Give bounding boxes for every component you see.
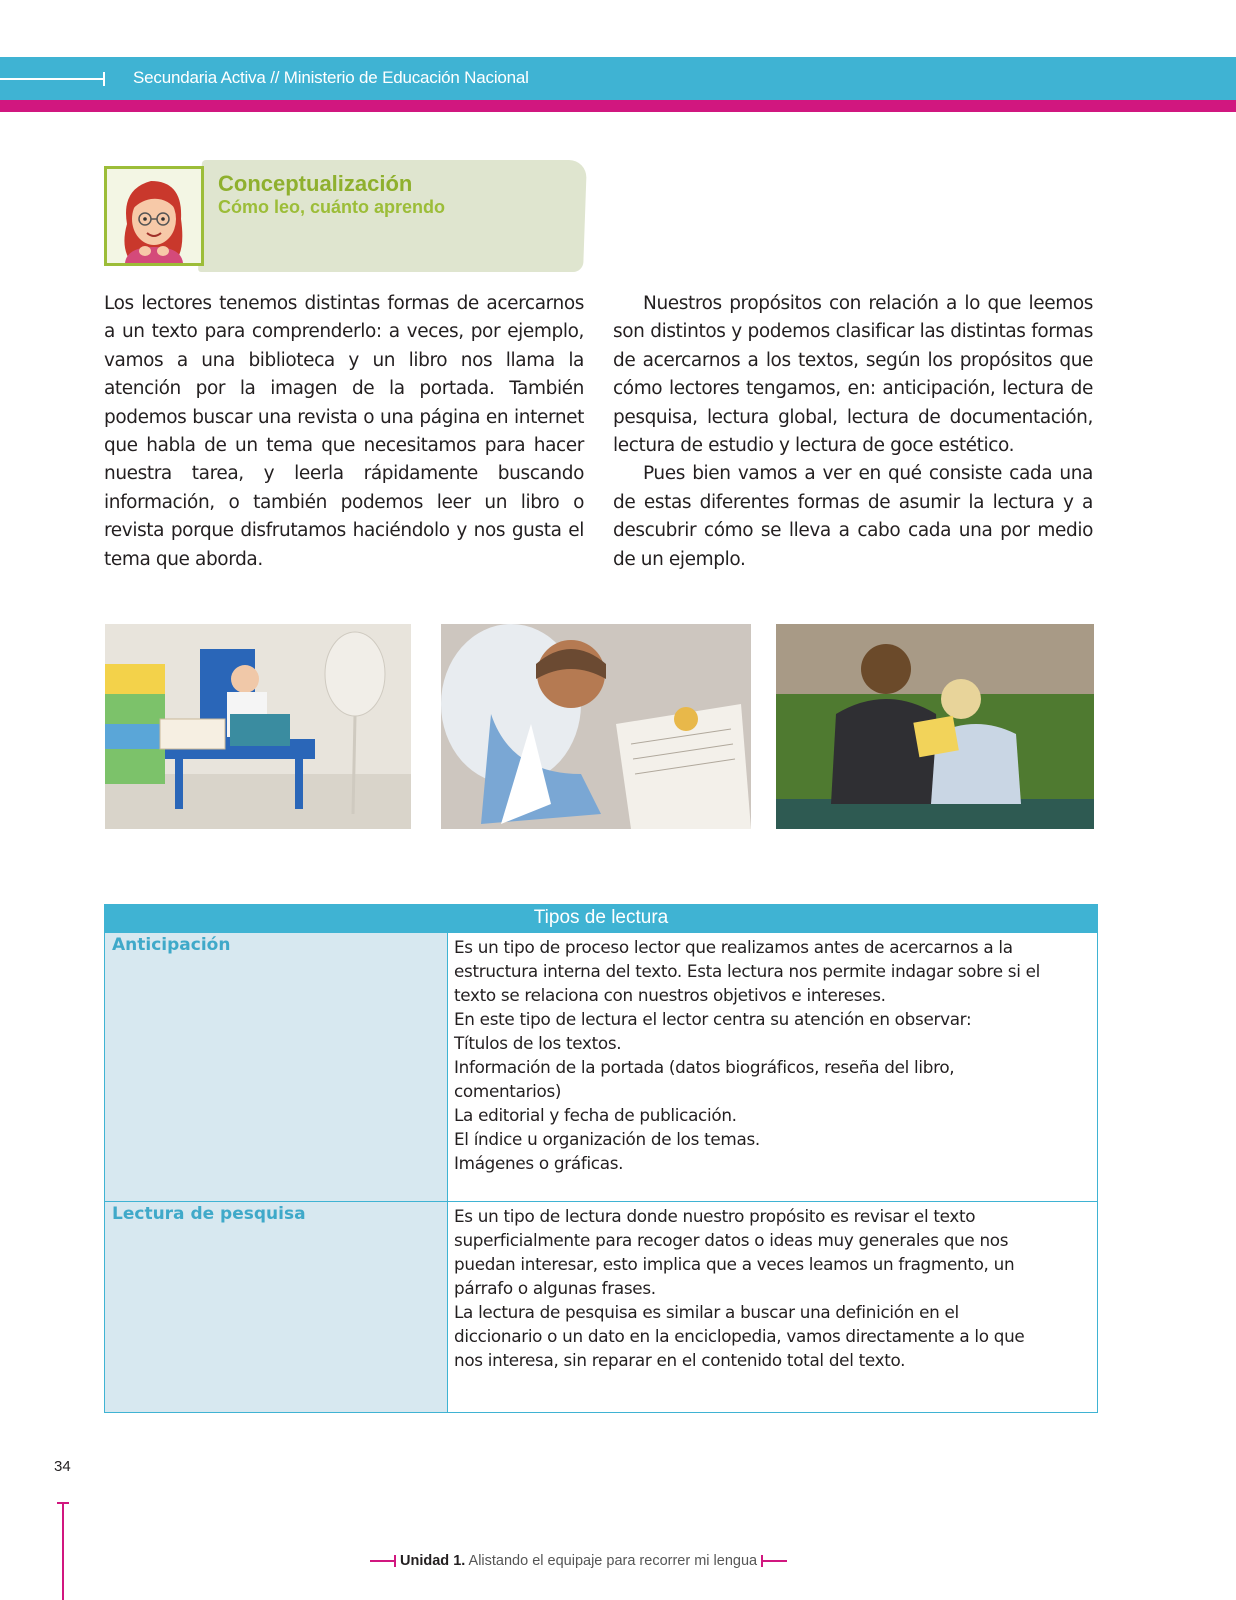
description-line: La lectura de pesquisa es similar a buscar una definición en el	[454, 1302, 959, 1322]
table-term-cell	[105, 1202, 448, 1412]
description-line: Títulos de los textos.	[454, 1033, 622, 1053]
photo-boy-reading-at-desk	[105, 624, 411, 829]
description-line: El índice u organización de los temas.	[454, 1129, 760, 1149]
description-line: párrafo o algunas frases.	[454, 1278, 656, 1298]
photo-boy-reading-on-floor	[441, 624, 751, 829]
description-line: La editorial y fecha de publicación.	[454, 1105, 737, 1125]
description-line: comentarios)	[454, 1081, 562, 1101]
paragraph: Nuestros propósitos con relación a lo que leemos son distintos y podemos clasificar las distintas formas de acercarnos a los textos, según los propósitos que cómo lectores tengamos, en: anticipación, lectura de pesquisa, lectura global, lectura de documentación, lectura de estudio y lectura de goce estético.	[613, 293, 1093, 457]
paragraph: Pues bien vamos a ver en qué consiste cada una de estas diferentes formas de asumir la lectura y a descubrir cómo se lleva a cabo cada una por medio de un ejemplo.	[613, 463, 1093, 570]
section-subtitle: Cómo leo, cuánto aprendo	[218, 197, 446, 217]
paragraph: Los lectores tenemos distintas formas de acercarnos a un texto para comprenderlo: a veces, por ejemplo, vamos a una biblioteca y un libro nos llama la atención por la imagen de la portada. También podemos buscar una revista o una página en internet que habla de un tema que necesitamos para hacer nuestra tarea, y leerla rápidamente buscando información, o también podemos leer un libro o revista porque disfrutamos haciéndolo y nos gusta el tema que aborda.	[104, 293, 584, 570]
table-row	[104, 1202, 1098, 1413]
footer-unit: Unidad 1.	[400, 1553, 466, 1569]
description-line: Imágenes o gráficas.	[454, 1153, 624, 1173]
description-line: texto se relaciona con nuestros objetivos e intereses.	[454, 985, 886, 1005]
footer-rule-left	[370, 1560, 396, 1562]
footer	[370, 1553, 787, 1569]
table-description	[454, 935, 1084, 1175]
description-line: estructura interna del texto. Esta lectura nos permite indagar sobre si el	[454, 961, 1041, 981]
section-title: Conceptualización	[218, 171, 413, 196]
header-title: Secundaria Activa // Ministerio de Educación Nacional	[133, 68, 529, 87]
description-line: Es un tipo de proceso lector que realizamos antes de acercarnos a la	[454, 937, 1013, 957]
footer-title: Alistando el equipaje para recorrer mi lengua	[468, 1553, 758, 1569]
description-line: Información de la portada (datos biográficos, reseña del libro,	[454, 1057, 955, 1077]
description-line: Es un tipo de lectura donde nuestro propósito es revisar el texto	[454, 1206, 976, 1226]
right-column	[613, 290, 1093, 574]
photo-mother-and-child-reading	[776, 624, 1094, 829]
description-line: En este tipo de lectura el lector centra su atención en observar:	[454, 1009, 972, 1029]
footer-rule-right	[761, 1560, 787, 1562]
left-column	[104, 290, 584, 574]
header-rule	[0, 78, 104, 80]
table-term: Anticipación	[112, 935, 231, 955]
side-rule	[62, 1502, 64, 1600]
teacher-avatar	[104, 166, 204, 266]
description-line: puedan interesar, esto implica que a veces leamos un fragmento, un	[454, 1254, 1015, 1274]
description-line: diccionario o un dato en la enciclopedia, vamos directamente a lo que	[454, 1326, 1025, 1346]
table-term-cell	[105, 933, 448, 1201]
page-number: 34	[54, 1458, 71, 1475]
description-line: superficialmente para recoger datos o ideas muy generales que nos	[454, 1230, 1009, 1250]
table-term: Lectura de pesquisa	[112, 1204, 306, 1224]
description-line: nos interesa, sin reparar en el contenido total del texto.	[454, 1350, 906, 1370]
table-row	[104, 932, 1098, 1202]
teacher-illustration-icon	[107, 169, 201, 263]
header-accent-stripe	[0, 100, 1236, 112]
table-description	[454, 1204, 1084, 1372]
table-title: Tipos de lectura	[104, 904, 1098, 932]
header-rule-tick	[103, 72, 105, 86]
